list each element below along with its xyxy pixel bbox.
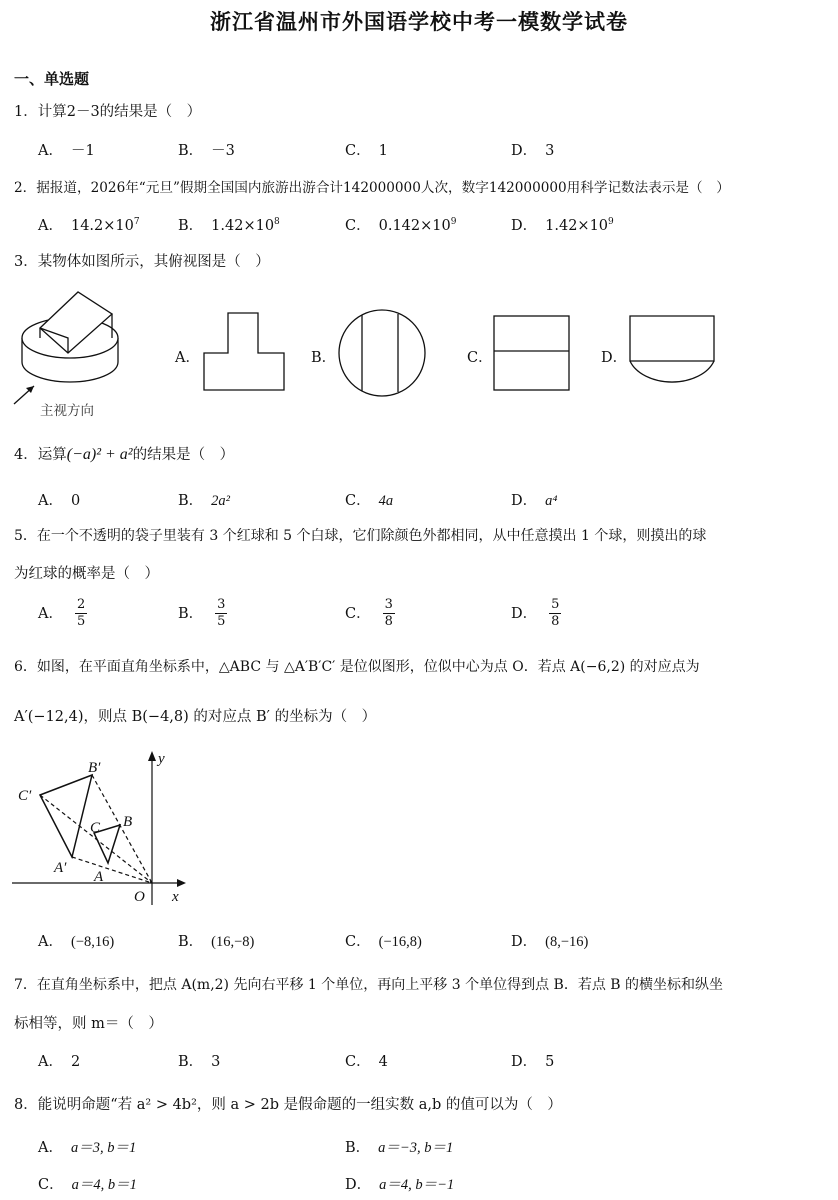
option-text: 4 xyxy=(378,1054,388,1070)
option-label: A． xyxy=(38,605,63,622)
label-c: C xyxy=(90,820,101,836)
q1-option-a[interactable] xyxy=(38,139,95,160)
option-text: －1 xyxy=(70,143,95,159)
fraction-numerator: 3 xyxy=(217,597,226,612)
q7-option-c[interactable] xyxy=(345,1050,388,1071)
fraction-denominator: 5 xyxy=(76,614,86,629)
option-text: 3 xyxy=(545,143,555,159)
option-text: 4a xyxy=(378,493,394,509)
option-label: C． xyxy=(345,493,371,509)
q3-option-d-figure[interactable] xyxy=(627,313,719,395)
q6-stem-line1: 6．如图，在平面直角坐标系中，△ABC 与 △A′B′C′ 是位似图形，位似中心为点 O．若点 A(−6,2) 的对应点为 xyxy=(14,659,700,675)
option-text: 14.2×10 xyxy=(70,218,134,234)
option-label: D． xyxy=(511,493,538,509)
option-label: D． xyxy=(511,143,538,159)
fraction xyxy=(75,597,87,630)
fraction-numerator: 2 xyxy=(76,597,86,612)
option-label: B． xyxy=(178,493,204,509)
fraction-numerator: 5 xyxy=(551,597,560,612)
option-label: D． xyxy=(511,605,538,622)
option-label: C． xyxy=(345,1054,371,1070)
option-label: A． xyxy=(38,493,63,509)
q7-option-b[interactable] xyxy=(178,1050,220,1071)
option-label: C． xyxy=(345,934,371,950)
q3-option-c-figure[interactable] xyxy=(492,313,574,393)
option-exponent: 7 xyxy=(133,217,140,228)
q6-coordinate-figure xyxy=(0,745,200,915)
label-a-prime: A′ xyxy=(54,860,67,876)
q2-option-d[interactable] xyxy=(511,214,614,235)
q1-stem: 1．计算2－3的结果是（ ） xyxy=(14,104,202,120)
option-label: B． xyxy=(178,143,204,159)
q7-stem-line2: 标相等，则 m＝（ ） xyxy=(14,1016,163,1032)
fraction-denominator: 8 xyxy=(551,614,560,629)
q7-option-d[interactable] xyxy=(511,1050,554,1071)
q6-option-d[interactable] xyxy=(511,930,588,951)
view-direction-caption: 主视方向 xyxy=(40,403,94,419)
option-text: 5 xyxy=(545,1054,555,1070)
q6-option-b[interactable] xyxy=(178,930,254,951)
q4-stem-pre: 4．运算 xyxy=(14,447,67,463)
q8-option-b[interactable] xyxy=(345,1136,453,1157)
q6-stem-line2: A′(−12,4)，则点 B(−4,8) 的对应点 B′ 的坐标为（ ） xyxy=(14,709,377,725)
label-c-prime: C′ xyxy=(18,788,32,804)
option-text: 0.142×10 xyxy=(378,218,451,234)
q7-option-a[interactable] xyxy=(38,1050,80,1071)
fraction-numerator: 3 xyxy=(384,597,393,612)
option-text: (−16,8) xyxy=(378,934,422,950)
fraction xyxy=(549,597,561,630)
option-exponent: 9 xyxy=(450,217,457,228)
q2-option-a[interactable] xyxy=(38,214,140,235)
option-text: 1.42×10 xyxy=(545,218,609,234)
fraction xyxy=(215,597,227,630)
option-text: －3 xyxy=(211,143,235,159)
q2-stem: 2．据报道，2026年“元旦”假期全国国内旅游出游合计142000000人次，数字142000000用科学记数法表示是（ ） xyxy=(14,180,730,196)
option-text: a＝4, b＝−1 xyxy=(379,1177,455,1193)
label-y-axis: y xyxy=(158,751,165,767)
option-label: B． xyxy=(178,1054,204,1070)
q8-stem: 8．能说明命题“若 a² > 4b²，则 a > 2b 是假命题的一组实数 a,b 的值可以为（ ） xyxy=(14,1097,562,1113)
q4-stem xyxy=(14,443,234,464)
option-label: B． xyxy=(345,1140,371,1156)
option-text: (−8,16) xyxy=(70,934,115,950)
section-heading: 一、单选题 xyxy=(14,70,90,88)
option-label: A． xyxy=(38,143,63,159)
q3-option-b-label[interactable]: B． xyxy=(311,350,337,366)
q8-option-d[interactable] xyxy=(345,1173,454,1194)
q2-option-c[interactable] xyxy=(345,214,456,235)
option-text: 2 xyxy=(70,1054,81,1070)
q3-option-b-figure[interactable] xyxy=(336,310,431,400)
label-o: O xyxy=(134,889,145,905)
q4-option-d[interactable] xyxy=(511,489,557,510)
q3-option-c-label[interactable]: C． xyxy=(467,350,493,366)
option-label: C． xyxy=(345,218,371,234)
q5-option-a[interactable] xyxy=(38,597,87,630)
option-text: 1 xyxy=(378,143,388,159)
q5-stem-line1: 5．在一个不透明的袋子里装有 3 个红球和 5 个白球，它们除颜色外都相同，从中任意摸出 1 个球，则摸出的球 xyxy=(14,528,707,544)
q1-option-c[interactable] xyxy=(345,139,388,160)
option-label: A． xyxy=(38,934,63,950)
option-label: A． xyxy=(38,1054,63,1070)
option-label: A． xyxy=(38,218,63,234)
q5-option-b[interactable] xyxy=(178,597,227,630)
q3-option-a-figure[interactable] xyxy=(200,310,290,395)
q1-option-d[interactable] xyxy=(511,139,554,160)
option-label: B． xyxy=(178,605,204,622)
option-text: a＝−3, b＝1 xyxy=(378,1140,454,1156)
q7-stem-line1: 7．在直角坐标系中，把点 A(m,2) 先向右平移 1 个单位，再向上平移 3 个单位得到点 B．若点 B 的横坐标和纵坐 xyxy=(14,977,724,993)
option-text: a＝3, b＝1 xyxy=(70,1140,137,1156)
q8-option-c[interactable] xyxy=(38,1173,137,1194)
q8-option-a[interactable] xyxy=(38,1136,136,1157)
option-label: B． xyxy=(178,218,204,234)
q4-stem-post: 的结果是（ ） xyxy=(132,447,235,463)
option-text: 3 xyxy=(211,1054,221,1070)
option-text: (8,−16) xyxy=(545,934,589,950)
page-title: 浙江省温州市外国语学校中考一模数学试卷 xyxy=(210,9,628,34)
q6-option-a[interactable] xyxy=(38,930,114,951)
q3-option-d-label[interactable]: D． xyxy=(601,350,628,366)
option-label: D． xyxy=(511,1054,538,1070)
option-text: 2a² xyxy=(211,493,231,509)
fraction-denominator: 8 xyxy=(384,614,393,629)
q3-option-a-label[interactable]: A． xyxy=(175,350,200,366)
q5-option-d[interactable] xyxy=(511,597,561,630)
fraction-denominator: 5 xyxy=(217,614,226,629)
fraction xyxy=(383,597,395,630)
q5-option-c[interactable] xyxy=(345,597,395,630)
q4-option-a[interactable] xyxy=(38,489,80,510)
option-exponent: 8 xyxy=(274,217,280,228)
option-label: C． xyxy=(345,605,371,622)
q4-option-c[interactable] xyxy=(345,489,393,510)
label-a: A xyxy=(94,869,104,885)
label-b: B xyxy=(123,814,133,830)
option-text: a＝4, b＝1 xyxy=(71,1177,137,1193)
q2-option-b[interactable] xyxy=(178,214,280,235)
option-label: A． xyxy=(38,1140,63,1156)
label-b-prime: B′ xyxy=(88,760,101,776)
q4-stem-expression: (−a)² + a² xyxy=(66,446,133,463)
option-label: D． xyxy=(345,1177,372,1193)
option-label: C． xyxy=(345,143,371,159)
q1-option-b[interactable] xyxy=(178,139,235,160)
q3-stem: 3．某物体如图所示，其俯视图是（ ） xyxy=(14,254,270,270)
option-label: D． xyxy=(511,934,538,950)
option-text: 1.42×10 xyxy=(211,218,275,234)
option-text: 0 xyxy=(70,493,81,509)
option-label: D． xyxy=(511,218,538,234)
label-x-axis: x xyxy=(172,889,179,905)
q6-option-c[interactable] xyxy=(345,930,422,951)
q5-stem-line2: 为红球的概率是（ ） xyxy=(14,566,159,582)
option-exponent: 9 xyxy=(608,217,614,228)
q4-option-b[interactable] xyxy=(178,489,230,510)
option-label: B． xyxy=(178,934,204,950)
option-text: (16,−8) xyxy=(211,934,255,950)
option-text: a⁴ xyxy=(545,493,558,509)
option-label: C． xyxy=(38,1177,64,1193)
